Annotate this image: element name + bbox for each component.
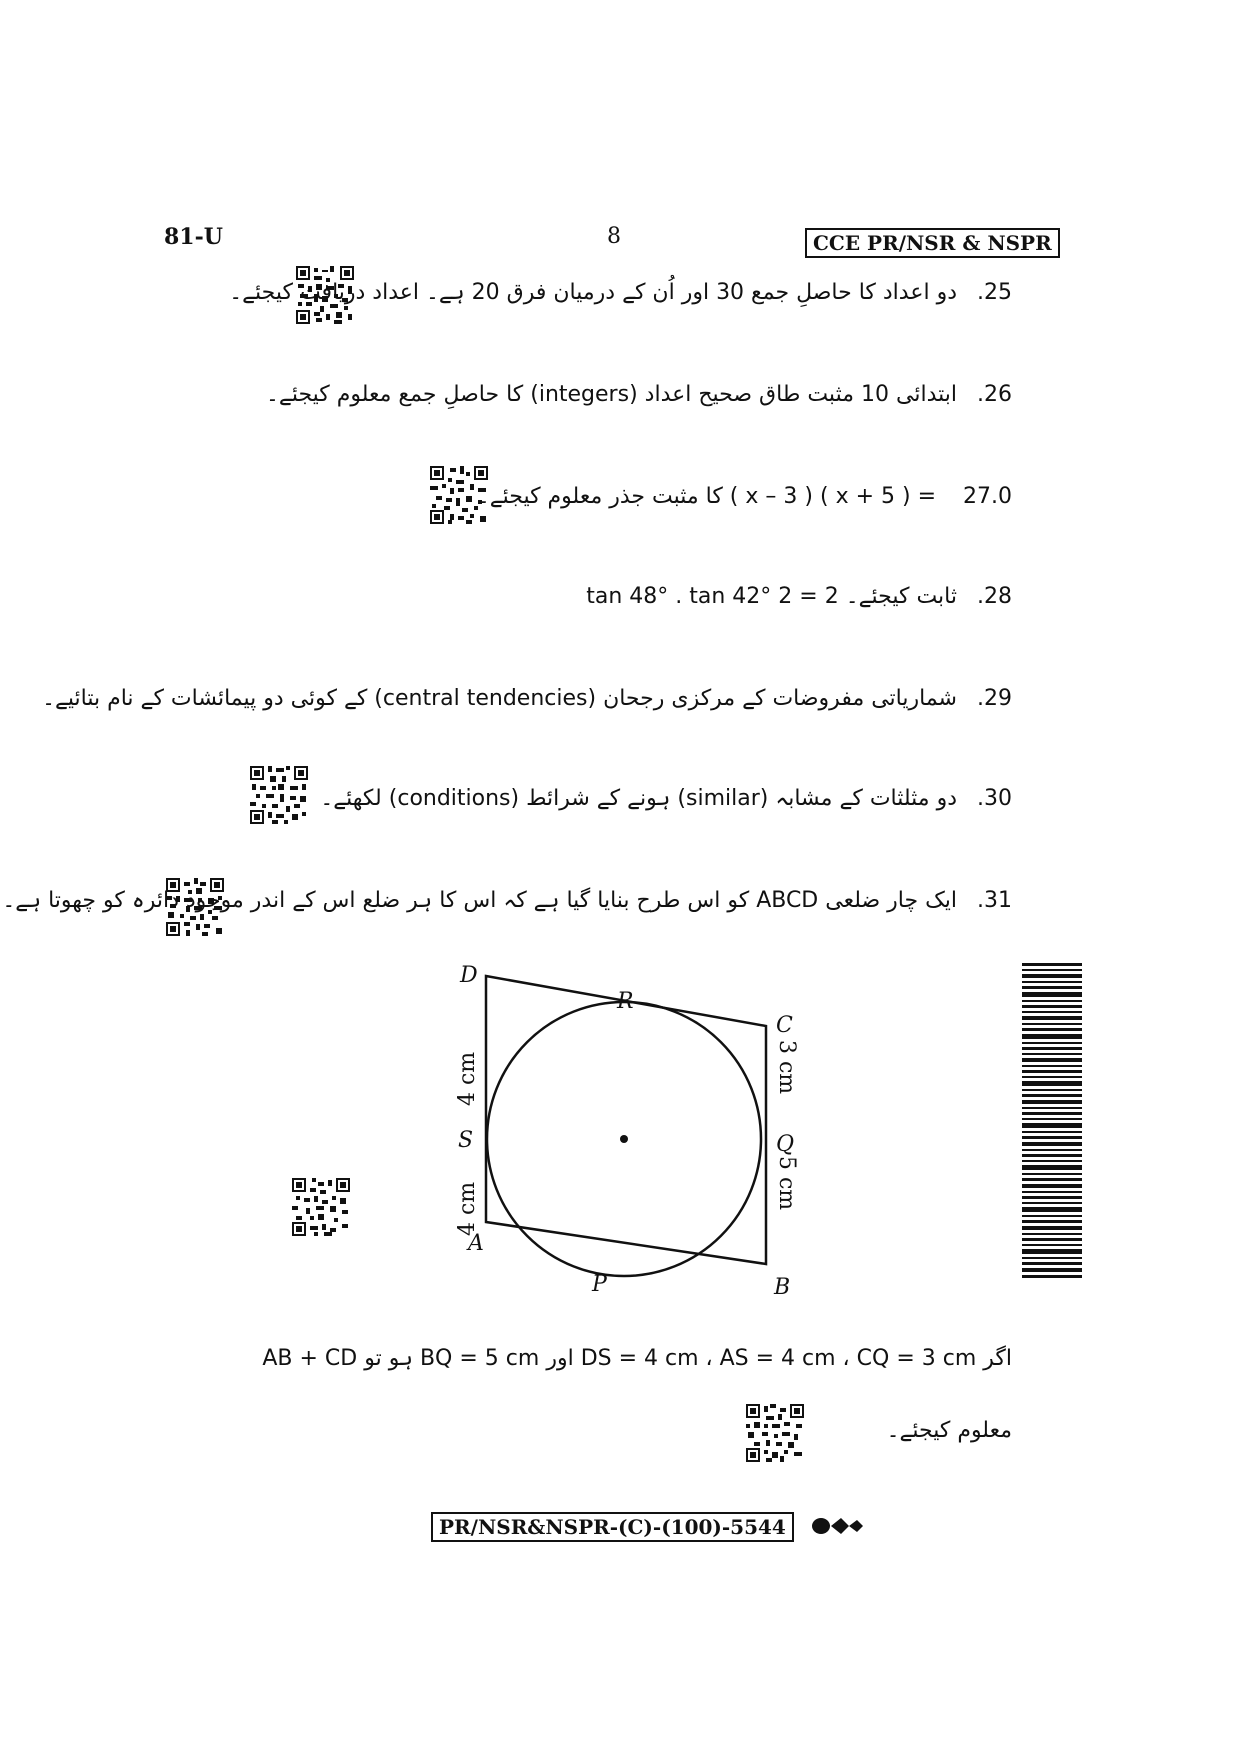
question-29 [42,686,1012,711]
question-27 [477,484,1012,509]
page-number: 8 [607,224,621,249]
question-31-condition: اگر DS = 4 cm ، AS = 4 cm ، CQ = 3 cm اور BQ = 5 cm ہو تو AB + CD [262,1346,1012,1371]
question-number: 30. [977,786,1012,811]
question-number: 31. [977,888,1012,913]
question-text: ایک چار ضلعی ABCD کو اس طرح بنایا گیا ہے کہ اس کا ہر ضلع اس کے اندر موجود دائرہ کو چھوتا ہے۔ [2,888,957,913]
question-30 [320,786,1012,811]
measure-cq: 3 cm [774,1040,799,1095]
tangent-label-p: P [592,1272,607,1297]
question-number: 28. [977,584,1012,609]
vertex-label-d: D [460,963,478,988]
question-28 [586,584,1012,609]
question-25 [229,280,1012,305]
measure-as: 4 cm [455,1181,480,1236]
question-text: شماریاتی مفروضات کے مرکزی رجحان (central tendencies) کے کوئی دو پیمائشات کے نام بتائیے۔ [42,686,957,711]
question-number: 27. [963,484,998,509]
paper-code: 81-U [164,224,223,250]
question-number: 26. [977,382,1012,407]
question-text: ابتدائی 10 مثبت طاق صحیح اعداد (integers) کا حاصلِ جمع معلوم کیجئے۔ [266,382,957,407]
question-text: دو مثلثات کے مشابہ (similar) ہونے کے شرائط (conditions) لکھئے۔ [320,786,957,811]
tangent-label-s: S [458,1128,474,1153]
qr-code-icon [292,1178,350,1236]
exam-title: CCE PR/NSR & NSPR [805,228,1060,258]
quadrilateral-abcd [486,976,766,1264]
barcode-icon [1022,963,1082,1278]
qr-code-icon [250,766,308,824]
question-text: دو اعداد کا حاصلِ جمع 30 اور اُن کے درمیان فرق 20 ہے۔ اعداد دریافت کیجئے۔ [229,280,957,305]
measure-bq: 5 cm [774,1156,799,1211]
question-31 [2,888,1012,913]
question-26 [266,382,1012,407]
question-number: 25. [977,280,1012,305]
question-31-ask: معلوم کیجئے۔ [886,1418,1012,1443]
vertex-label-b: B [774,1275,791,1300]
qr-code-icon [746,1404,804,1462]
circle-center [620,1135,628,1143]
tangent-label-r: R [617,989,634,1014]
quadrilateral-incircle-figure [430,960,810,1320]
footer-code: PR/NSR&NSPR-(C)-(100)-5544 [431,1512,794,1542]
question-text: ثابت کیجئے۔ 2 = 2 tan 48° . tan 42° [586,584,957,609]
tangent-label-q: Q [776,1132,795,1157]
vertex-label-c: C [776,1013,793,1038]
question-text: 0 = ( x + 5 ) ( x – 3 ) کا مثبت جذر معلوم کیجئے۔ [476,484,1012,509]
measure-ds: 4 cm [455,1051,480,1106]
question-number: 29. [977,686,1012,711]
vertex-label-a: A [468,1231,484,1256]
ornament-icon [811,1514,865,1538]
